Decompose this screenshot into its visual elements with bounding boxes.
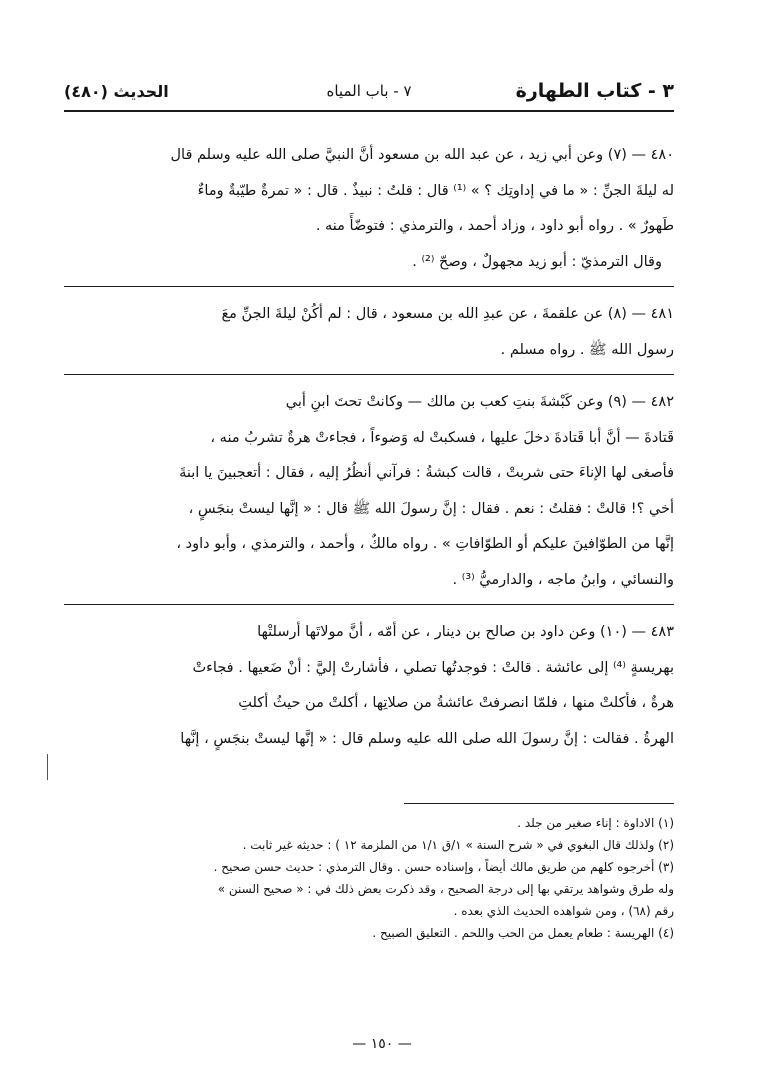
footnote-3: (٣) أخرجوه كلهم من طريق مالك أيضاً ، وإسناده حسن . وقال الترمذي : حديث حسن صحيح . xyxy=(213,860,674,874)
hadith-480-line-1: ٤٨٠ — (٧) وعن أبي زيد ، عن عبد الله بن مسعود أنَّ النبيَّ صلى الله عليه وسلم قال xyxy=(170,147,674,163)
footnote-3-cont-1: وله طرق وشواهد يرتقي بها إلى درجة الصحيح ، وقد ذكرت بعض ذلك في : « صحيح السنن » xyxy=(217,882,674,896)
hadith-483-line-3: هرةٌ ، فأكلتْ منها ، فلمّا انصرفتْ عائشةُ من صلاتِها ، أكلتْ من حيثُ أكلتِ xyxy=(238,695,674,711)
hadith-483 xyxy=(64,615,674,757)
hadith-482-line-2: قَتادةَ — أنَّ أبا قَتادةَ دخلَ عليها ، فسكبتْ له وَضوءاً ، فجاءتْ هرةٌ تشربُ منه ، xyxy=(210,429,674,446)
section-separator xyxy=(64,286,674,287)
hadith-480-line-3: طَهورٌ » . رواه أبو داود ، وزاد أحمد ، والترمذي : فتوضّأَ منه . xyxy=(315,218,674,234)
hadith-480-line-2: له ليلةَ الجنِّ : « ما في إداوتِك ؟ » ⁽¹⁾ قال : قلتُ : نبيذٌ . قال : « تمرةٌ طيّبةٌ وماءٌ xyxy=(197,182,674,199)
hadith-482-line-4: أخي ؟! قالتْ : فقلتُ : نعم . فقال : إنَّ رسولَ الله ﷺ قال : « إنَّها ليستْ بنجَسٍ ، xyxy=(188,500,674,517)
hadith-481-line-1: ٤٨١ — (٨) عن علقمةَ ، عن عبدِ الله بن مسعود ، قال : لم أكُنْ ليلةَ الجنِّ معَ xyxy=(221,306,674,322)
hadith-480 xyxy=(64,138,674,280)
hadith-482-line-6: والنسائي ، وابنُ ماجه ، والدارميُّ ⁽³⁾ . xyxy=(452,571,674,588)
chapter-title: ٧ - باب المياه xyxy=(326,82,412,100)
footnote-3-cont-2: رقم (٦٨) ، ومن شواهده الحديث الذي بعده . xyxy=(453,904,674,918)
hadith-reference: الحديث (٤٨٠) xyxy=(64,82,169,101)
hadith-482 xyxy=(64,385,674,598)
hadith-481 xyxy=(64,297,674,368)
hadith-482-line-5: إنَّها من الطوّافينَ عليكم أو الطوّافاتِ » . رواه مالكٌ ، وأحمد ، والترمذي ، وأبو داود ، xyxy=(176,536,674,552)
book-title: ٣ - كتاب الطهارة xyxy=(515,80,674,102)
hadith-483-line-2: بهريسةٍ ⁽⁴⁾ إلى عائشة . قالتْ : فوجدتُها تصلي ، فأشارتْ إليَّ : أنْ ضَعيها . فجاءتْ xyxy=(192,659,674,676)
margin-mark xyxy=(47,754,48,780)
page-number: — ١٥٠ — xyxy=(352,1036,412,1052)
footnote-2: (٢) ولذلك قال البغوي في « شرح السنة » ١/ق ١/١ من الملزمة ١٢ ) : حديثه غير ثابت . xyxy=(242,838,674,852)
hadith-482-line-1: ٤٨٢ — (٩) وعن كَبْشةَ بنتِ كعب بن مالك — وكانتْ تحتَ ابنِ أبي xyxy=(285,394,674,410)
hadith-481-line-2: رسول الله ﷺ . رواه مسلم . xyxy=(500,341,674,358)
hadith-482-line-3: فأصغى لها الإناءَ حتى شربتْ ، قالت كبشةُ : فرآني أنظُرُ إليه ، فقال : أتعجبينَ يا ابنةَ xyxy=(179,465,674,481)
section-separator xyxy=(64,604,674,605)
main-text xyxy=(64,138,674,757)
footnotes-divider xyxy=(404,803,674,804)
hadith-480-note: وقال الترمذيّ : أبو زيد مجهولٌ ، وصحّ ⁽²⁾ . xyxy=(412,253,662,270)
running-header xyxy=(64,78,674,112)
hadith-483-line-4: الهرةُ . فقالت : إنَّ رسولَ الله صلى الله عليه وسلم قال : « إنَّها ليستْ بنجَسٍ ، إنَّها xyxy=(180,730,674,747)
footnote-4: (٤) الهريسة : طعام يعمل من الحب واللحم . التعليق الصبيح . xyxy=(372,926,674,940)
section-separator xyxy=(64,374,674,375)
hadith-483-line-1: ٤٨٣ — (١٠) وعن داود بن صالح بن دينار ، عن أمّه ، أنَّ مولاتَها أرسلتْها xyxy=(257,624,674,640)
footnote-1: (١) الاداوة : إناء صغير من جلد . xyxy=(517,816,674,830)
footnotes xyxy=(64,812,674,944)
